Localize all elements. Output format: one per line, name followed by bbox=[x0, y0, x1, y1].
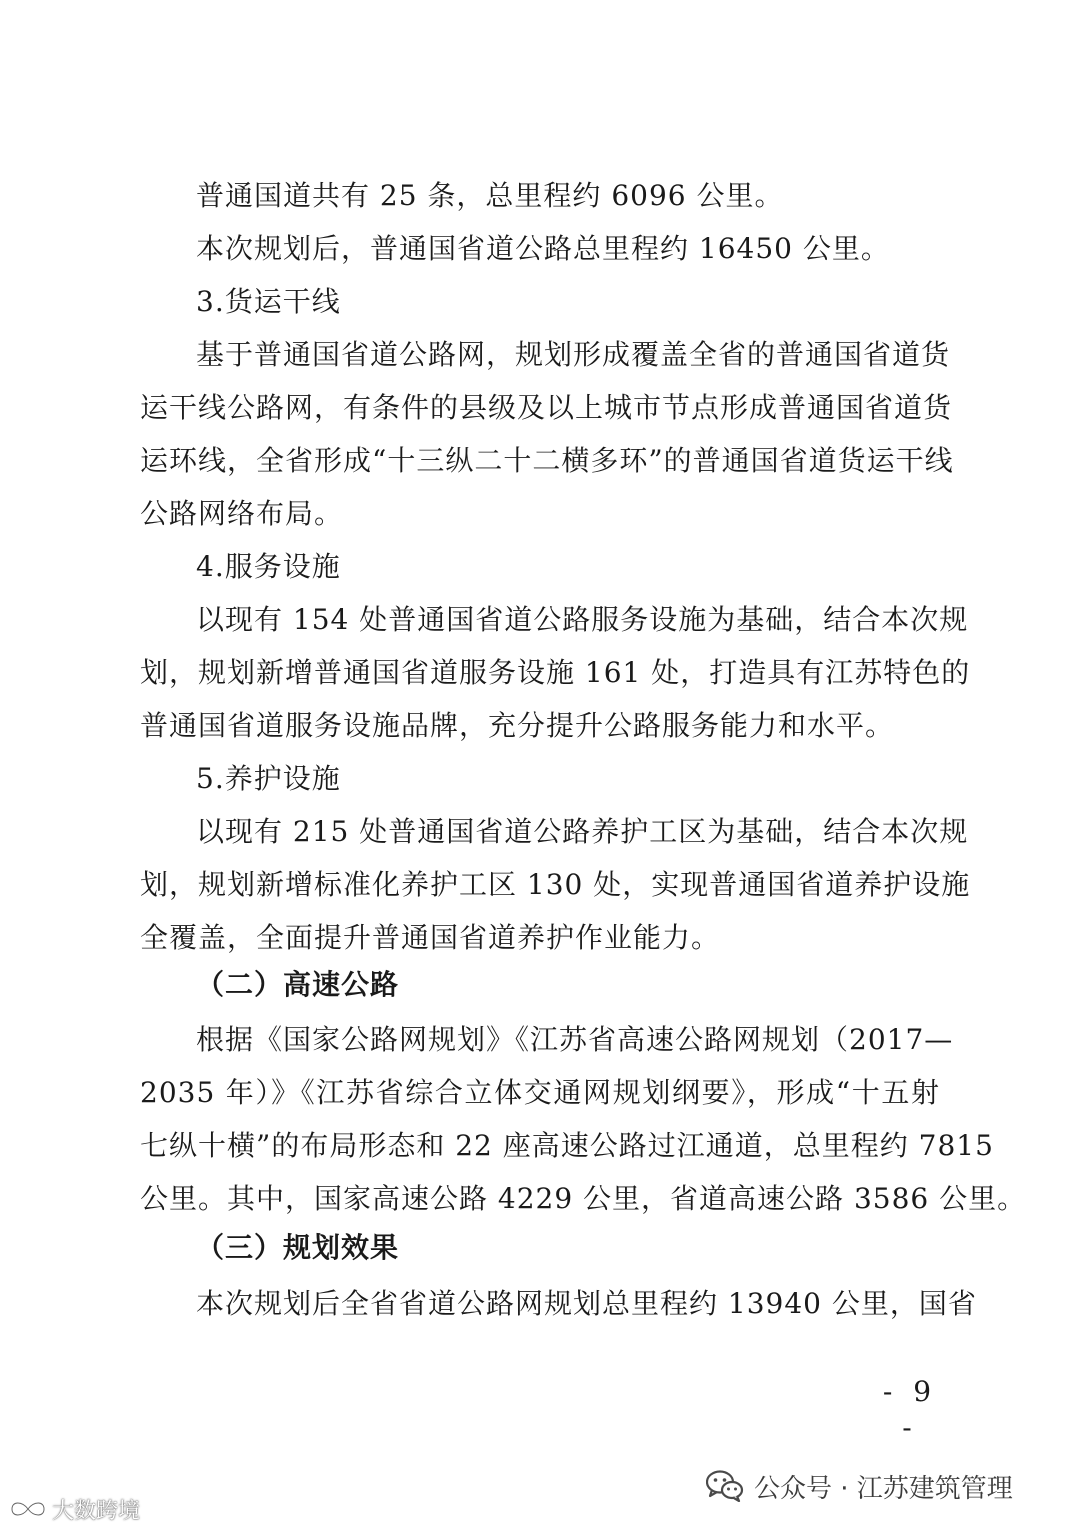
section-subheading: 4.服务设施 bbox=[196, 550, 341, 583]
section-heading: （二）高速公路 bbox=[196, 968, 400, 1001]
paragraph-line: 公里。其中，国家高速公路 4229 公里，省道高速公路 3586 公里。 bbox=[140, 1182, 1027, 1215]
section-heading: （三）规划效果 bbox=[196, 1231, 400, 1264]
paragraph-line: 七纵十横”的布局形态和 22 座高速公路过江通道，总里程约 7815 bbox=[140, 1129, 994, 1162]
corner-watermark bbox=[8, 1494, 140, 1524]
loop-icon bbox=[8, 1498, 48, 1520]
wechat-watermark bbox=[706, 1466, 1013, 1506]
paragraph-line: 划，规划新增普通国省道服务设施 161 处，打造具有江苏特色的 bbox=[140, 656, 971, 689]
paragraph-line: 根据《国家公路网规划》《江苏省高速公路网规划（2017— bbox=[196, 1023, 954, 1056]
page-number: - 9 - bbox=[882, 1375, 938, 1444]
section-subheading: 5.养护设施 bbox=[196, 762, 341, 795]
paragraph-line: 以现有 215 处普通国省道公路养护工区为基础，结合本次规 bbox=[196, 815, 969, 848]
paragraph-line: 本次规划后全省省道公路网规划总里程约 13940 公里，国省 bbox=[196, 1287, 977, 1320]
paragraph-line: 划，规划新增标准化养护工区 130 处，实现普通国省道养护设施 bbox=[140, 868, 971, 901]
paragraph-line: 运环线，全省形成“十三纵二十二横多环”的普通国省道货运干线 bbox=[140, 444, 954, 477]
section-subheading: 3.货运干线 bbox=[196, 285, 341, 318]
wechat-account-label: 公众号 · 江苏建筑管理 bbox=[754, 1473, 1013, 1504]
corner-watermark-label: 大数跨境 bbox=[52, 1498, 141, 1524]
paragraph-line: 运干线公路网，有条件的县级及以上城市节点形成普通国省道货 bbox=[140, 391, 953, 424]
paragraph-line: 普通国省道服务设施品牌，充分提升公路服务能力和水平。 bbox=[140, 709, 895, 742]
paragraph-line: 公路网络布局。 bbox=[140, 497, 344, 530]
paragraph-line: 本次规划后，普通国省道公路总里程约 16450 公里。 bbox=[196, 232, 890, 265]
paragraph-line: 2035 年）》《江苏省综合立体交通网规划纲要》，形成“十五射 bbox=[140, 1076, 940, 1109]
paragraph-line: 全覆盖，全面提升普通国省道养护作业能力。 bbox=[140, 921, 721, 954]
paragraph-line: 以现有 154 处普通国省道公路服务设施为基础，结合本次规 bbox=[196, 603, 969, 636]
wechat-icon bbox=[706, 1470, 744, 1502]
paragraph-line: 基于普通国省道公路网，规划形成覆盖全省的普通国省道货 bbox=[196, 338, 951, 371]
paragraph-line: 普通国道共有 25 条，总里程约 6096 公里。 bbox=[196, 179, 784, 212]
